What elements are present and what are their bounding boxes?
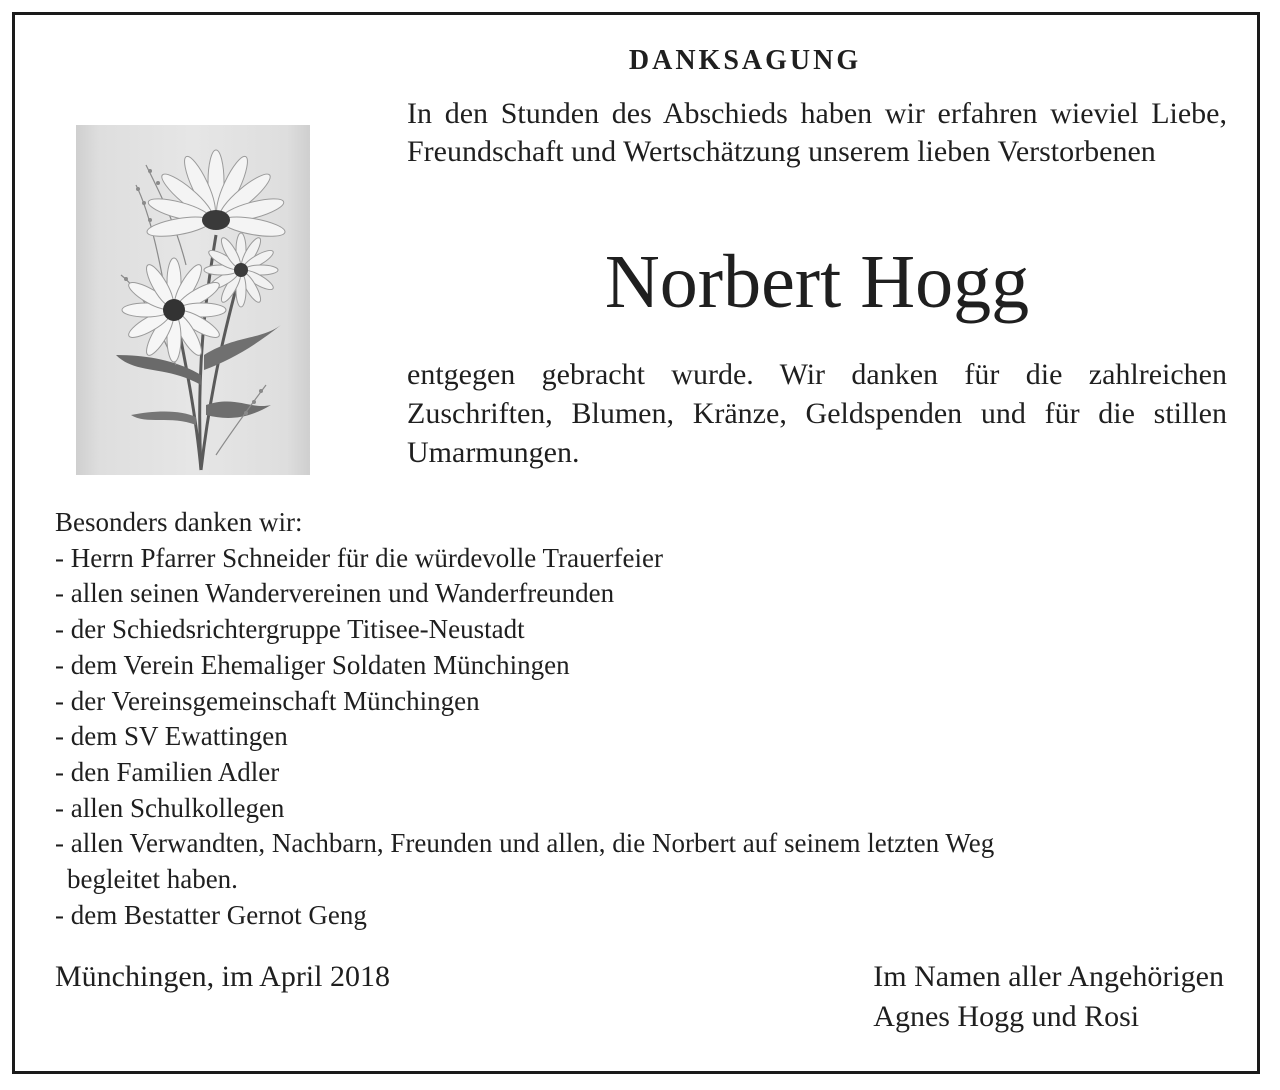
list-item: - dem SV Ewattingen [55,721,288,752]
obituary-notice [12,12,1260,1074]
list-item: - allen seinen Wandervereinen und Wanderfreunden [55,578,615,609]
thanks-section [55,505,1230,933]
list-item: - der Schiedsrichtergruppe Titisee-Neustadt [55,614,525,645]
list-item: - allen Schulkollegen [55,792,285,823]
list-item: - den Familien Adler [55,756,280,787]
place-date: Münchingen, im April 2018 [55,960,390,993]
gratitude-text: entgegen gebracht wurde. Wir danken für die zahlreichen Zuschriften, Blumen, Kränze, Geldspenden und für die stillen Umarmungen. [407,358,1227,469]
signoff [873,957,1224,1037]
daisy-flowers-icon [76,125,310,475]
list-item: - dem Verein Ehemaliger Soldaten Münchingen [55,649,570,680]
list-item-text: - allen Verwandten, Nachbarn, Freunden und allen, die Norbert auf seinem letzten Weg [55,828,995,859]
signoff-line: Im Namen aller Angehörigen [873,960,1224,993]
notice-heading: DANKSAGUNG [628,45,862,76]
list-item: - dem Bestatter Gernot Geng [55,899,367,930]
list-item: - der Vereinsgemeinschaft Münchingen [55,685,480,716]
list-item-continuation: begleitet haben. [67,864,238,895]
thanks-list [55,541,1230,934]
list-item: - Herrn Pfarrer Schneider für die würdevolle Trauerfeier [55,542,664,573]
deceased-name: Norbert Hogg [604,240,1030,324]
list-item [55,826,1230,897]
signoff-names: Agnes Hogg und Rosi [873,1000,1140,1033]
thanks-title: Besonders danken wir: [55,507,303,537]
intro-text: In den Stunden des Abschieds haben wir erfahren wieviel Liebe, Freundschaft und Wertschätzung unserem lieben Verstorbenen [407,97,1227,168]
